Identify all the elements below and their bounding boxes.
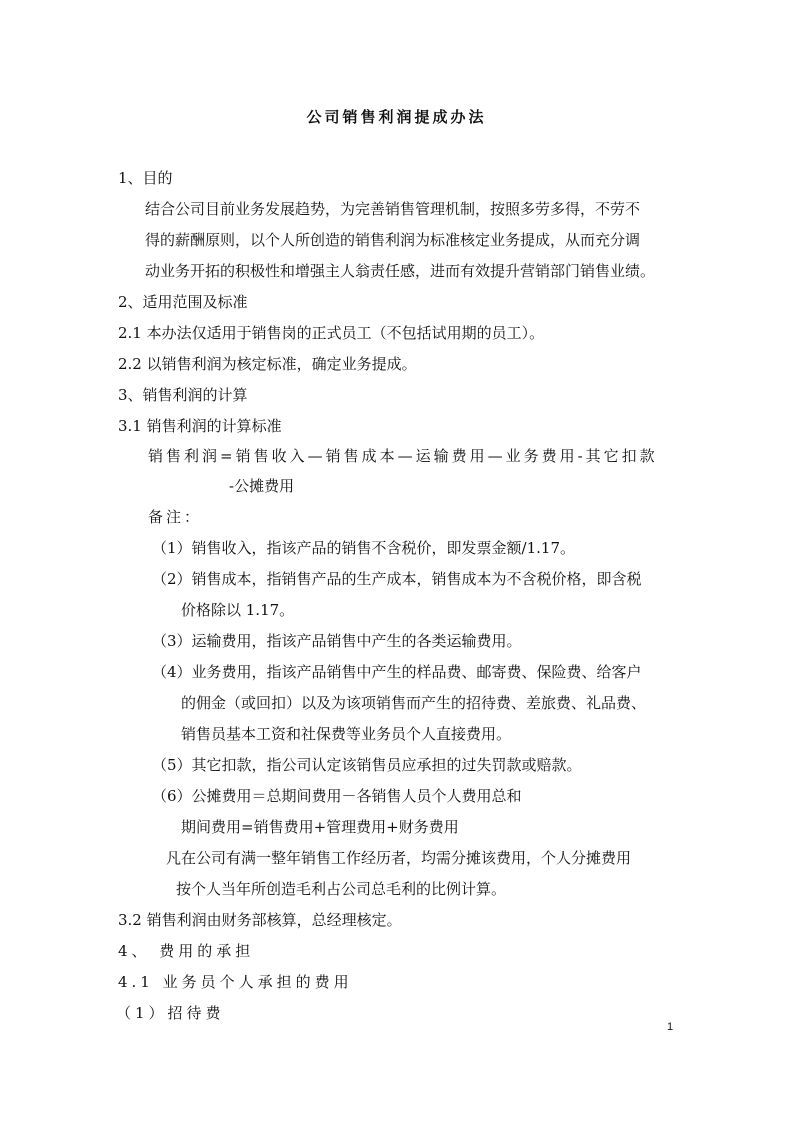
paragraph-line: 得的薪酬原则，以个人所创造的销售利润为标准核定业务提成，从而充分调 [145,231,641,249]
item-entertainment-expense: （1）招待费 [116,1004,225,1022]
clause-2-2: 2.2 以销售利润为核定标准，确定业务提成。 [118,355,417,373]
page-number: 1 [667,1021,674,1033]
notes-label: 备注： [148,508,203,526]
note-4-continuation: 销售员基本工资和社保费等业务员个人直接费用。 [181,725,512,743]
section-4-heading: 4、 费用的承担 [118,942,255,960]
formula-continuation: -公摊费用 [229,477,295,495]
section-2-heading: 2、适用范围及标准 [118,293,248,311]
section-3-heading: 3、销售利润的计算 [118,386,248,404]
note-6-paragraph: 按个人当年所创造毛利占公司总毛利的比例计算。 [176,880,507,898]
note-6-paragraph: 凡在公司有满一整年销售工作经历者，均需分摊该费用，个人分摊费用 [166,849,632,867]
note-3: （3）运输费用，指该产品销售中产生的各类运输费用。 [152,632,522,650]
clause-2-1: 2.1 本办法仅适用于销售岗的正式员工（不包括试用期的员工）。 [118,324,545,342]
paragraph-line: 结合公司目前业务发展趋势，为完善销售管理机制，按照多劳多得，不劳不 [145,200,641,218]
note-4-continuation: 的佣金（或回扣）以及为该项销售而产生的招待费、差旅费、礼品费、 [181,694,647,712]
note-2: （2）销售成本，指销售产品的生产成本，销售成本为不含税价格，即含税 [152,570,642,588]
clause-3-1: 3.1 销售利润的计算标准 [118,417,282,435]
note-6-definition: 期间费用=销售费用+管理费用+财务费用 [181,818,459,836]
formula-line: 销售利润=销售收入—销售成本—运输费用—业务费用-其它扣款 [148,447,658,465]
note-5: （5）其它扣款，指公司认定该销售员应承担的过失罚款或赔款。 [152,756,582,774]
document-title: 公司销售利润提成办法 [306,108,487,126]
clause-4-1: 4.1 业务员个人承担的费用 [118,973,353,991]
note-6: （6）公摊费用＝总期间费用－各销售人员个人费用总和 [152,787,522,805]
note-4: （4）业务费用，指该产品销售中产生的样品费、邮寄费、保险费、给客户 [152,663,642,681]
section-1-heading: 1、目的 [118,169,173,187]
paragraph-line: 动业务开拓的积极性和增强主人翁责任感，进而有效提升营销部门销售业绩。 [145,262,656,280]
note-1: （1）销售收入，指该产品的销售不含税价，即发票金额/1.17。 [152,539,575,557]
clause-3-2: 3.2 销售利润由财务部核算，总经理核定。 [118,911,402,929]
note-2-continuation: 价格除以 1.17。 [181,601,295,619]
